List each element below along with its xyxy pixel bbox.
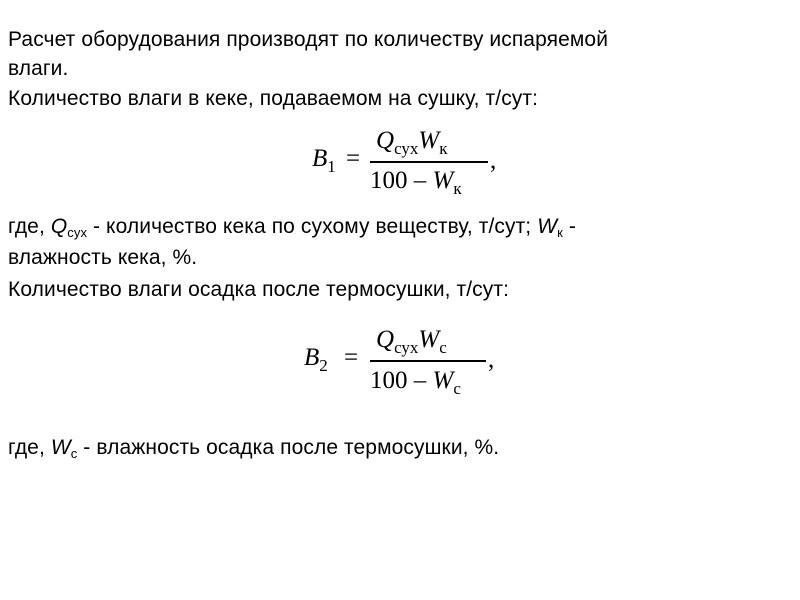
formula-b2-den-w: W [432,367,454,394]
formula-b1-lhs [312,145,336,176]
formula-b2-num-q: Q [376,326,395,353]
where-line-1 [8,215,576,239]
where2-prefix: где, [8,436,51,459]
paragraph-line-6: Количество влаги осадка после термосушки, т/сут: [8,278,510,301]
formula-b1-den-const: 100 – [370,167,433,194]
formula-b1-symbol: B [312,145,328,172]
formula-b1-num-w: W [418,127,440,154]
where-line-2 [8,436,499,460]
paragraph-line-1: Расчет оборудования производят по количеству испаряемой [8,28,609,51]
formula-b2 [304,322,514,404]
formula-b2-equals: = [344,344,359,371]
formula-b2-num-w: W [418,326,440,353]
formula-b2-comma: , [488,346,495,373]
where1-mid: - количество кека по сухому веществу, т/сут; [87,215,538,238]
where1-tail: - [562,215,576,238]
paragraph-line-5: влажность кека, %. [8,246,198,269]
where1-prefix: где, [8,215,51,238]
formula-b2-denominator [370,367,461,398]
formula-b2-num-w-sub: с [439,338,447,357]
formula-b1-fraction-bar [370,161,488,163]
formula-b1-comma: , [490,147,497,174]
formula-b2-numerator [376,326,447,357]
formula-b1-denominator [370,167,462,198]
formula-b2-num-q-sub: сух [394,338,419,357]
formula-b1-index: 1 [327,157,336,176]
formula-b2-symbol: B [304,344,320,371]
where1-w-symbol: W [537,215,558,238]
where1-q-symbol: Q [50,215,68,238]
formula-b1-num-q: Q [376,127,395,154]
formula-b2-den-const: 100 – [370,367,433,394]
formula-b2-index: 2 [319,356,328,375]
formula-b1-den-w: W [432,167,454,194]
paragraph-line-2: влаги. [8,57,69,80]
formula-b2-fraction-bar [370,360,486,362]
formula-b1-numerator [376,127,448,158]
where1-w-sub: к [557,225,563,240]
formula-b1 [312,124,512,204]
paragraph-line-3: Количество влаги в кеке, подаваемом на сушку, т/сут: [8,87,539,110]
formula-b1-den-w-sub: к [453,179,462,198]
formula-b2-lhs [304,344,328,375]
formula-b2-den-w-sub: с [453,379,461,398]
where2-w-symbol: W [50,436,71,459]
where2-w-sub: с [70,446,78,461]
where2-tail: - влажность осадка после термосушки, %. [77,436,500,459]
formula-b1-num-w-sub: к [439,139,448,158]
where1-q-sub: сух [67,225,88,240]
formula-b1-num-q-sub: сух [394,139,419,158]
formula-b1-equals: = [346,145,361,172]
